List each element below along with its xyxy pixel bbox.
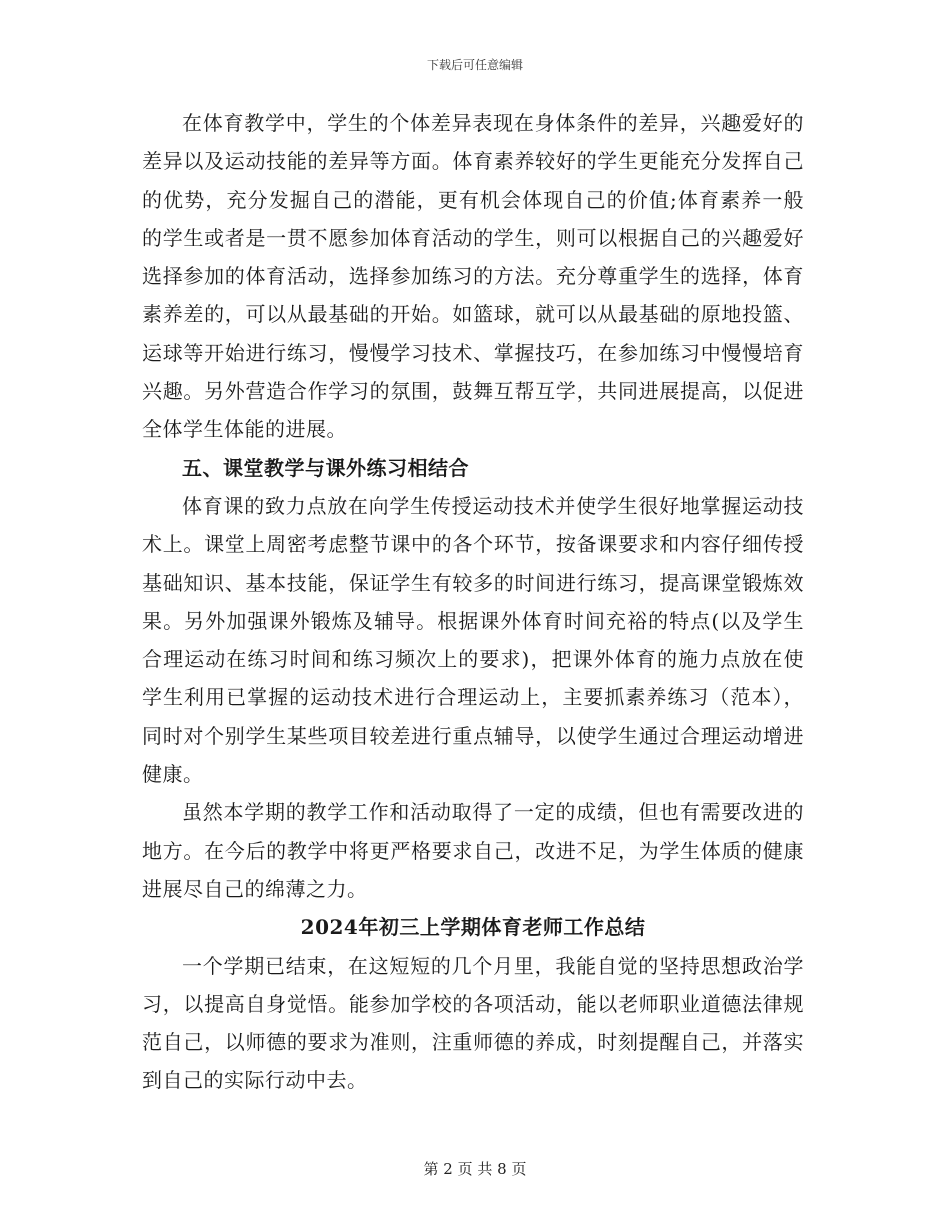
paragraph-semester-intro: 一个学期已结束，在这短短的几个月里，我能自觉的坚持思想政治学习，以提高自身觉悟。能参加学校的各项活动，能以老师职业道德法律规范自己，以师德的要求为准则，注重师德的养成，时刻提醒自己，并落实到自己的实际行动中去。 [142,953,804,1093]
paragraph-individual-differences: 在体育教学中，学生的个体差异表现在身体条件的差异，兴趣爱好的差异以及运动技能的差异等方面。体育素养较好的学生更能充分发挥自己的优势，充分发掘自己的潜能，更有机会体现自己的价值;体育素养一般的学生或者是一贯不愿参加体育活动的学生，则可以根据自己的兴趣爱好选择参加的体育活动，选择参加练习的方法。充分尊重学生的选择，体育素养差的，可以从最基础的开始。如篮球，就可以从最基础的原地投篮、运球等开始进行练习，慢慢学习技术、掌握技巧，在参加练习中慢慢培育兴趣。另外营造合作学习的氛围，鼓舞互帮互学，共同进展提高，以促进全体学生体能的进展。 [142,111,804,442]
document-title-2024-summary: 2024年初三上学期体育老师工作总结 [300,915,646,940]
document-body [142,104,804,1100]
paragraph-conclusion: 虽然本学期的教学工作和活动取得了一定的成绩，但也有需要改进的地方。在今后的教学中将更严格要求自己，改进不足，为学生体质的健康进展尽自己的绵薄之力。 [142,800,804,901]
section-heading-five: 五、课堂教学与课外练习相结合 [182,455,469,480]
paragraph-classroom-and-extracurricular: 体育课的致力点放在向学生传授运动技术并使学生很好地掌握运动技术上。课堂上周密考虑整节课中的各个环节，按备课要求和内容仔细传授基础知识、基本技能，保证学生有较多的时间进行练习，提高课堂锻炼效果。另外加强课外锻炼及辅导。根据课外体育时间充裕的特点(以及学生合理运动在练习时间和练习频次上的要求)，把课外体育的施力点放在使学生利用已掌握的运动技术进行合理运动上，主要抓素养练习（范本），同时对个别学生某些项目较差进行重点辅导，以使学生通过合理运动增进健康。 [142,493,804,787]
page-header-note: 下载后可任意编辑 [426,58,523,72]
page-number-footer: 第 2 页 共 8 页 [423,1160,527,1178]
